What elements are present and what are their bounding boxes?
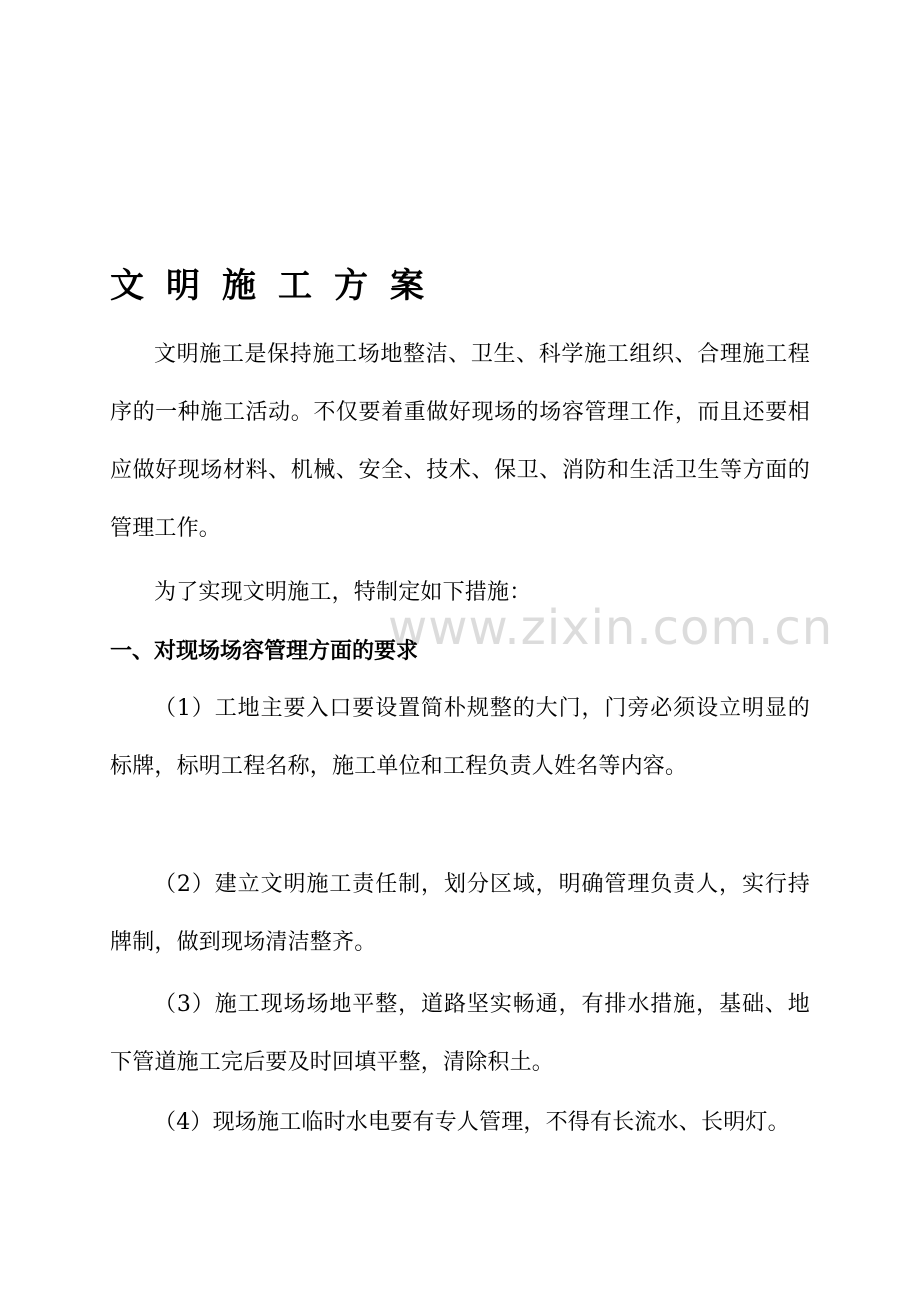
list-item: （1）工地主要入口要设置简朴规整的大门，门旁必须设立明显的标牌，标明工程名称，施工单位和工程负责人姓名等内容。: [110, 696, 810, 779]
list-item: （2）建立文明施工责任制，划分区域，明确管理负责人，实行持牌制，做到现场清洁整齐。: [110, 872, 810, 955]
document-title: 文明施工方案: [110, 266, 446, 306]
intro-paragraph: 文明施工是保持施工场地整洁、卫生、科学施工组织、合理施工程序的一种施工活动。不仅要着重做好现场的场容管理工作，而且还要相应做好现场材料、机械、安全、技术、保卫、消防和生活卫生等方面的管理工作。: [110, 342, 810, 541]
watermark: www.zixin.com.cn: [388, 600, 834, 656]
section-heading: 一、对现场场容管理方面的要求: [110, 639, 419, 664]
list-item: （3）施工现场场地平整，道路坚实畅通，有排水措施，基础、地下管道施工完后要及时回填平整，清除积土。: [110, 992, 810, 1075]
list-item: （4）现场施工临时水电要有专人管理，不得有长流水、长明灯。: [154, 1110, 790, 1135]
measures-intro-paragraph: 为了实现文明施工，特制定如下措施：: [154, 580, 532, 605]
